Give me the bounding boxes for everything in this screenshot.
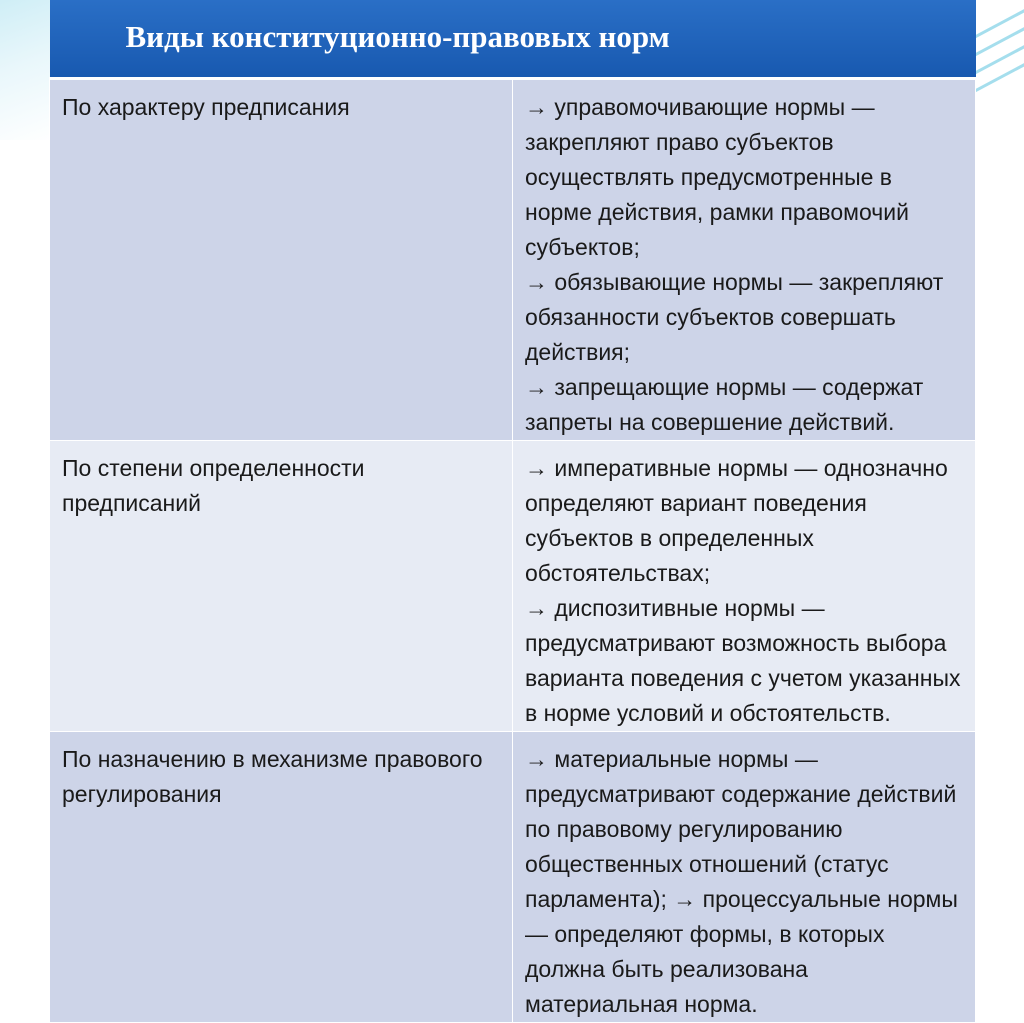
types-cell — [513, 441, 976, 732]
criterion-cell — [50, 732, 513, 1023]
criterion-cell — [50, 79, 513, 441]
types-text: → императивные нормы — однозначно определяют вариант поведения субъектов в определенных обстоятельствах; → диспозитивные нормы — предусматривают возможность выбора варианта поведения с учетом указанных в норме условий и обстоятельств. — [525, 455, 961, 726]
types-text: → материальные нормы — предусматривают содержание действий по правовому регулированию общественных отношений (статус парламента); → процессуальные нормы — определяют формы, в которых должна быть реализована материальная норма. — [525, 746, 958, 1017]
criterion-text: По характеру предписания — [62, 94, 350, 120]
criterion-text: По назначению в механизме правового регулирования — [62, 746, 483, 807]
table-header-row — [50, 0, 976, 79]
types-cell — [513, 79, 976, 441]
table-row — [50, 732, 976, 1023]
table-row — [50, 79, 976, 441]
norms-table — [49, 0, 976, 1023]
criterion-cell — [50, 441, 513, 732]
types-text: → управомочивающие нормы — закрепляют право субъектов осуществлять предусмотренные в норме действия, рамки правомочий субъектов; → обязывающие нормы — закрепляют обязанности субъектов совершать действия; → запрещающие нормы — содержат запреты на совершение действий. — [525, 94, 944, 435]
criterion-text: По степени определенности предписаний — [62, 455, 365, 516]
table-row — [50, 441, 976, 732]
slide-title: Виды конституционно-правовых норм — [50, 0, 976, 79]
types-cell — [513, 732, 976, 1023]
